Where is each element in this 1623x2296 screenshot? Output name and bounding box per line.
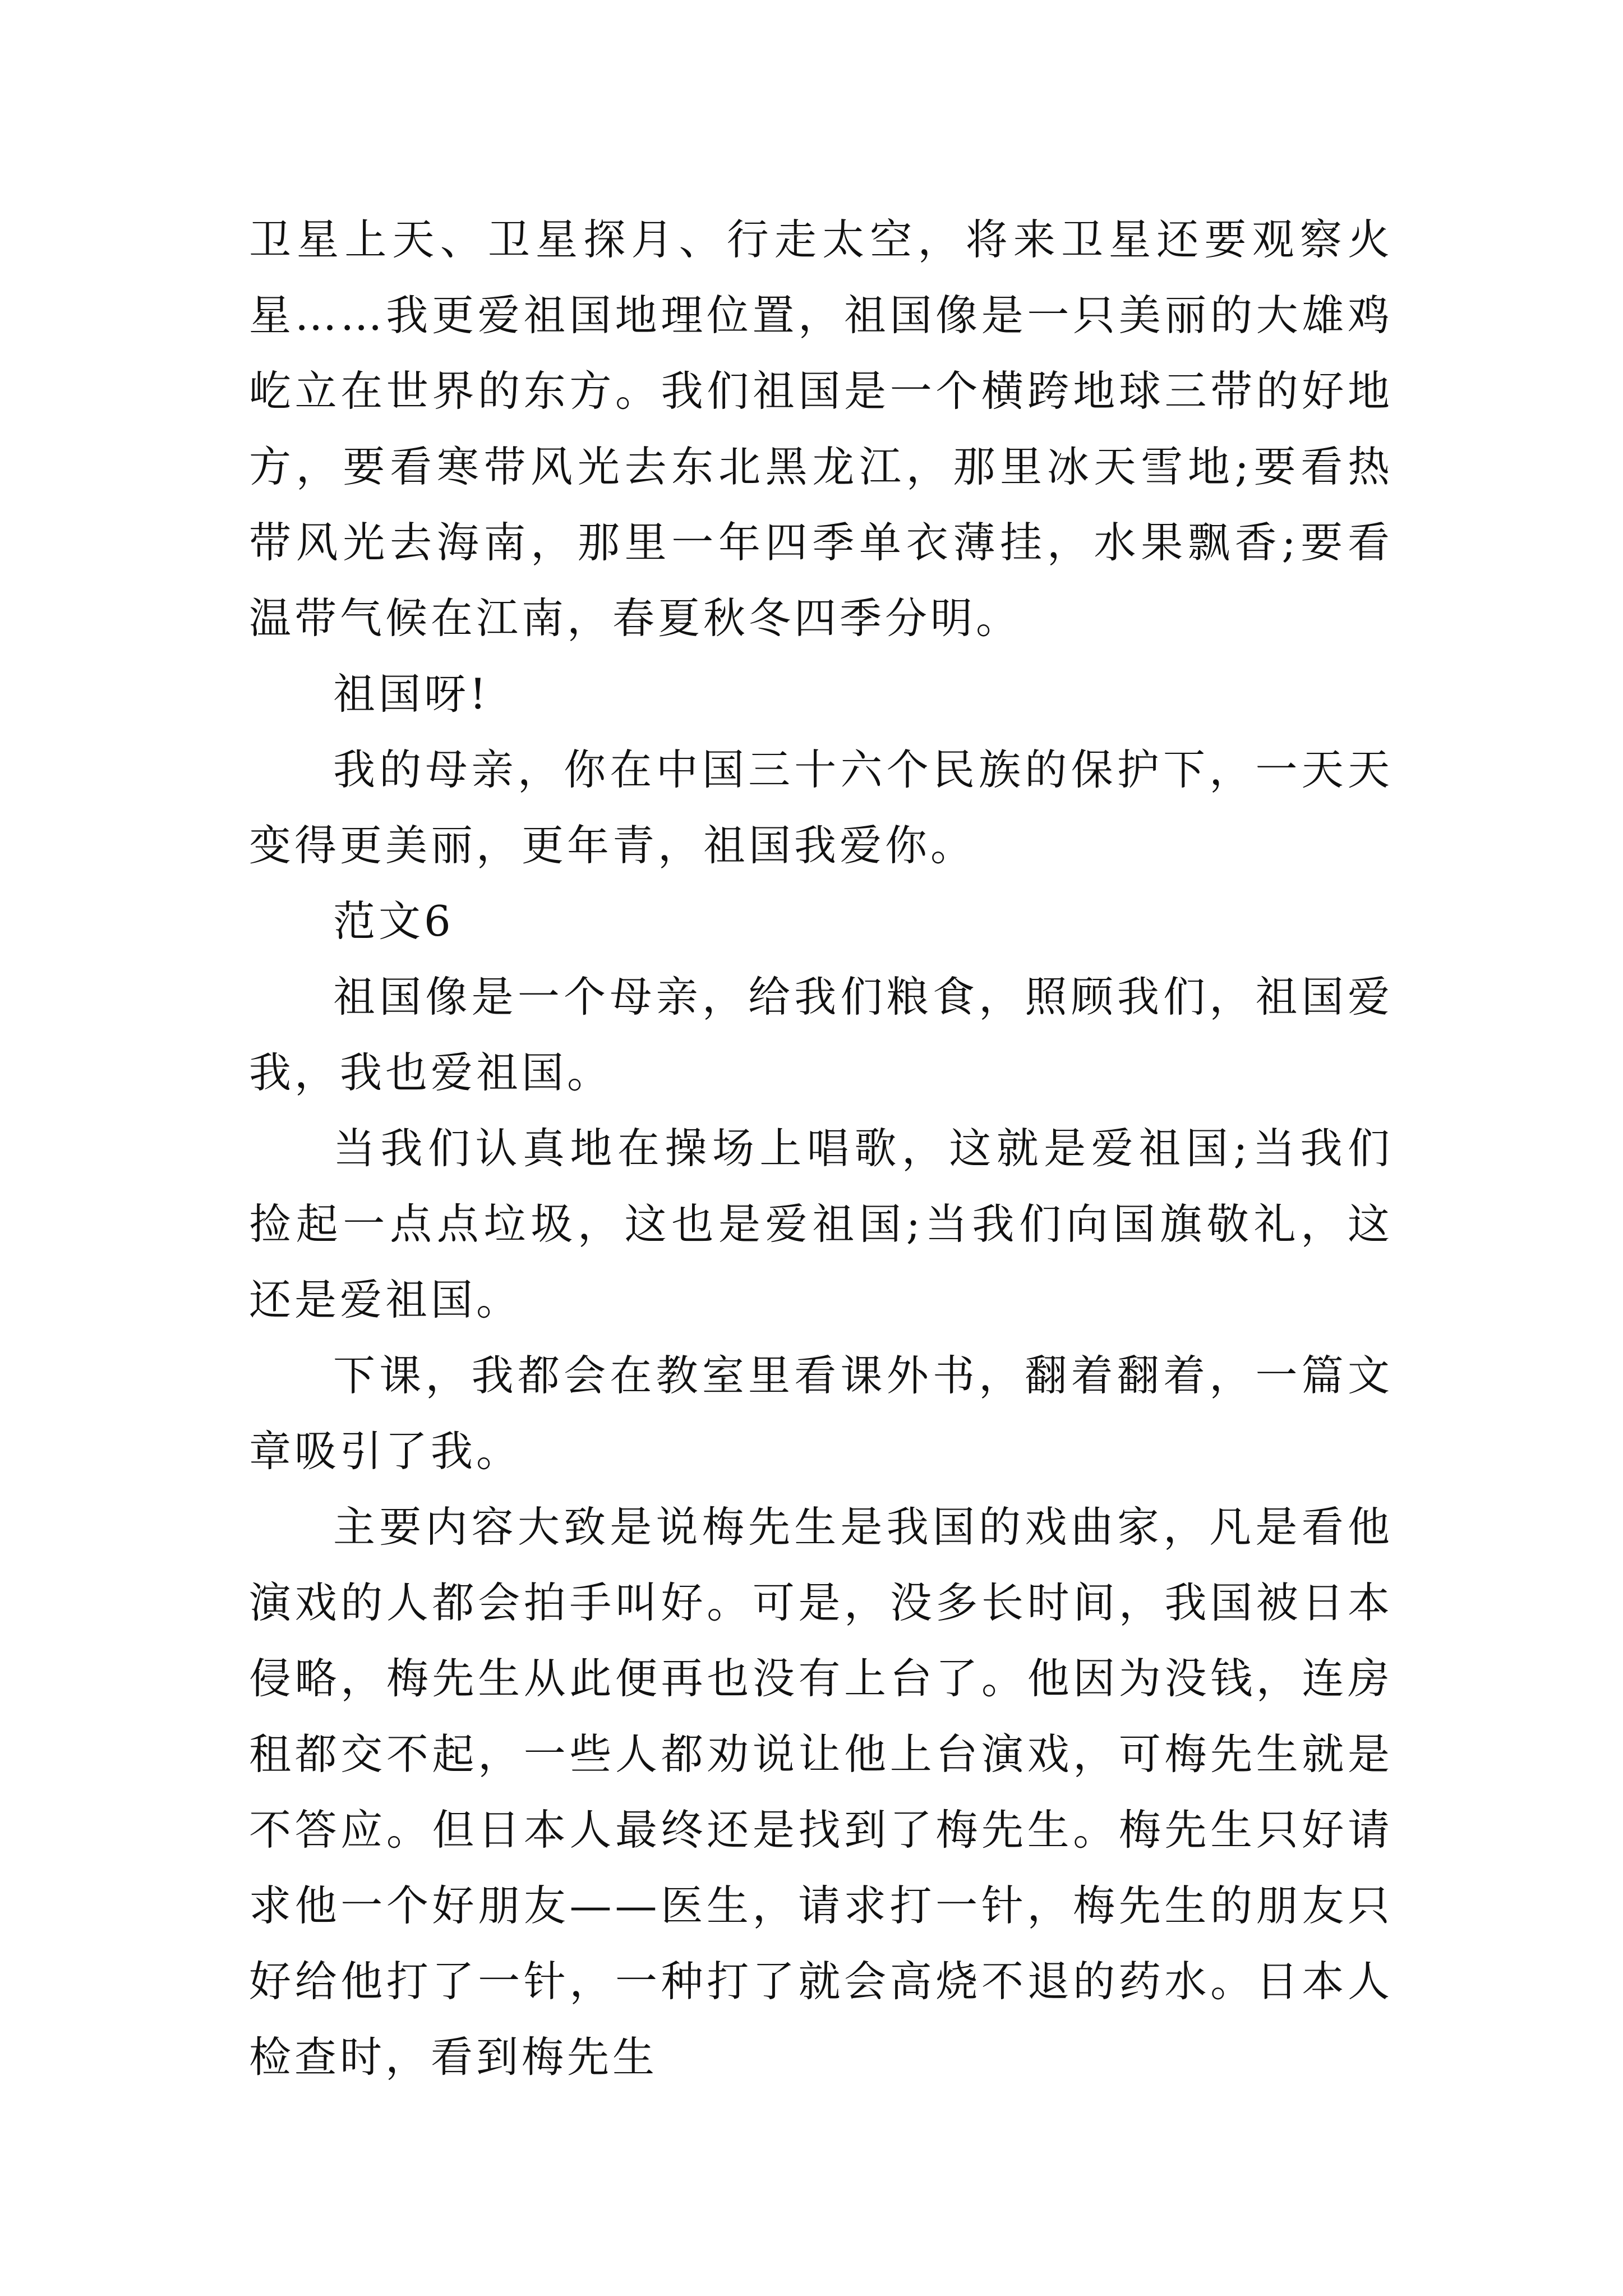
paragraph-6: 下课，我都会在教室里看课外书，翻着翻着，一篇文章吸引了我。 [249, 1351, 1393, 1476]
paragraph-3: 我的母亲，你在中国三十六个民族的保护下，一天天变得更美丽，更年青，祖国我爱你。 [249, 745, 1393, 870]
paragraph-4: 祖国像是一个母亲，给我们粮食，照顾我们，祖国爱我，我也爱祖国。 [249, 972, 1393, 1097]
section-heading: 范文6 [333, 896, 454, 946]
paragraph-7: 主要内容大致是说梅先生是我国的戏曲家，凡是看他演戏的人都会拍手叫好。可是，没多长时间，我国被日本侵略，梅先生从此便再也没有上台了。他因为没钱，连房租都交不起，一些人都劝说让他上台演戏，可梅先生就是不答应。但日本人最终还是找到了梅先生。梅先生只好请求他一个好朋友——医生，请求打一针，梅先生的朋友只好给他打了一针，一种打了就会高烧不退的药水。日本人检查时，看到梅先生 [249, 1502, 1393, 2082]
paragraph-2: 祖国呀! [333, 669, 490, 719]
document-body [249, 202, 1393, 2095]
paragraph-5: 当我们认真地在操场上唱歌，这就是爱祖国;当我们捡起一点点垃圾，这也是爱祖国;当我们向国旗敬礼，这还是爱祖国。 [249, 1124, 1393, 1324]
paragraph-1: 卫星上天、卫星探月、行走太空，将来卫星还要观察火星……我更爱祖国地理位置，祖国像是一只美丽的大雄鸡屹立在世界的东方。我们祖国是一个横跨地球三带的好地方，要看寒带风光去东北黑龙江，那里冰天雪地;要看热带风光去海南，那里一年四季单衣薄挂，水果飘香;要看温带气候在江南，春夏秋冬四季分明。 [249, 215, 1393, 643]
